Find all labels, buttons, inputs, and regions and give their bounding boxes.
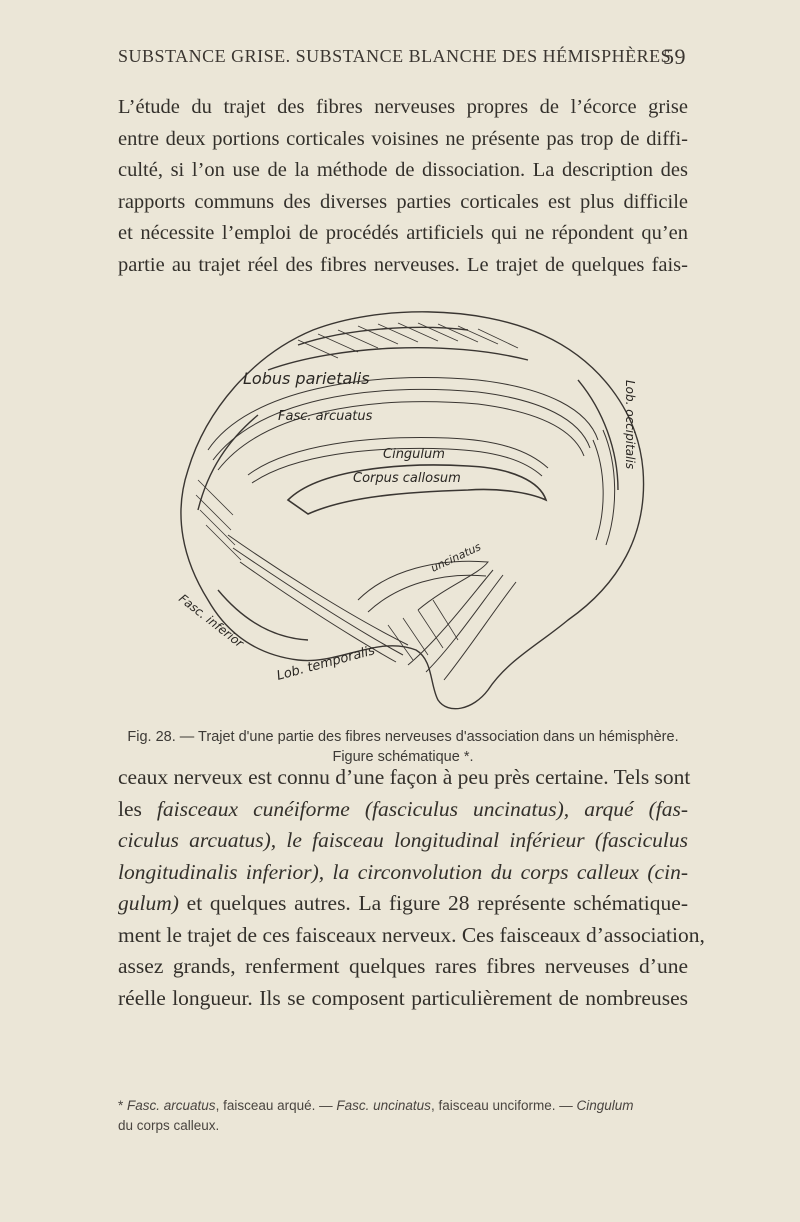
label-lobus-parietalis: Lobus parietalis	[243, 369, 370, 388]
paragraph-line: réelle longueur. Ils se composent particulièrement de nombreuses	[118, 985, 688, 1010]
paragraph-line	[118, 888, 688, 920]
paragraph-line: L’étude du trajet des fibres nerveuses propres de l’écorce grise	[118, 96, 688, 118]
paragraph-line	[118, 794, 688, 826]
paragraph-line: ment le trajet de ces faisceaux nerveux. Ces faisceaux d’association,	[118, 922, 705, 947]
label-lob-temporalis: Lob. temporalis	[275, 643, 377, 684]
label-corpus-callosum: Corpus callosum	[353, 471, 461, 486]
footnote-definition: , faisceau unciforme. —	[430, 1098, 577, 1113]
paragraph-line: ceaux nerveux est connu d’une façon à peu près certaine. Tels sont	[118, 765, 691, 789]
arcuate-fascicle	[208, 378, 598, 450]
paragraph-1	[118, 92, 688, 281]
italic-run: gulum)	[118, 891, 179, 915]
paragraph-line: culté, si l’on use de la méthode de dissociation. La description des	[118, 159, 688, 181]
figure-caption	[118, 727, 688, 767]
paragraph-line: et nécessite l’emploi de procédés artificiels qui ne répondent qu’en	[118, 222, 688, 244]
paragraph-line	[118, 825, 688, 857]
footnote-marker: *	[118, 1098, 128, 1113]
footnote-term: Fasc. uncinatus	[336, 1098, 431, 1113]
running-head-title: SUBSTANCE GRISE. SUBSTANCE BLANCHE DES HÉMISPHÈRES	[118, 46, 672, 66]
italic-run: ciculus arcuatus), le faisceau longitudinal inférieur (fasciculus	[118, 828, 688, 852]
label-lob-occipitalis: Lob. occipitalis	[623, 380, 637, 470]
footnote	[118, 1096, 688, 1136]
paragraph-line: partie au trajet réel des fibres nerveuses. Le trajet de quelques fais-	[118, 253, 688, 276]
text-run: et quelques autres. La figure 28 représente schématique-	[178, 891, 688, 915]
footnote-line-2: du corps calleux.	[118, 1118, 220, 1133]
inferior-longitudinal-fascicle	[228, 535, 408, 645]
paragraph-line: rapports communs des diverses parties corticales est plus difficile	[118, 190, 688, 213]
italic-run: faisceaux cunéiforme (fasciculus uncinatus), arqué (fas-	[156, 796, 688, 821]
label-fasc-arcuatus: Fasc. arcuatus	[278, 409, 373, 424]
paragraph-line: assez grands, renferment quelques rares fibres nerveuses d’une	[118, 954, 688, 978]
paragraph-line	[118, 857, 688, 889]
paragraph-2	[118, 762, 705, 1014]
uncinate-fascicle	[358, 561, 488, 610]
italic-run: longitudinalis inferior), la	[118, 859, 358, 884]
text-run: les	[118, 796, 157, 821]
italic-run: circonvolution du corps calleux (cin-	[357, 859, 688, 884]
footnote-definition: , faisceau arqué. —	[215, 1098, 337, 1113]
caption-line-1: Fig. 28. — Trajet d'une partie des fibres nerveuses d'association dans un hémisphère.	[127, 729, 679, 745]
brain-hemisphere-figure	[148, 300, 678, 720]
caption-line-2: Figure schématique *.	[332, 749, 474, 765]
label-cingulum: Cingulum	[383, 447, 445, 462]
label-fasc-inferior: Fasc. inferior	[176, 591, 247, 651]
footnote-term: Fasc. arcuatus	[127, 1098, 216, 1113]
label-uncinatus: uncinatus	[428, 540, 484, 575]
page-number: 59	[663, 44, 686, 69]
paragraph-line: entre deux portions corticales voisines ne présente pas trop de diffi-	[118, 127, 688, 150]
footnote-term: Cingulum	[576, 1098, 634, 1113]
hemisphere-diagram	[148, 300, 678, 720]
footnote-line-1	[118, 1096, 688, 1116]
